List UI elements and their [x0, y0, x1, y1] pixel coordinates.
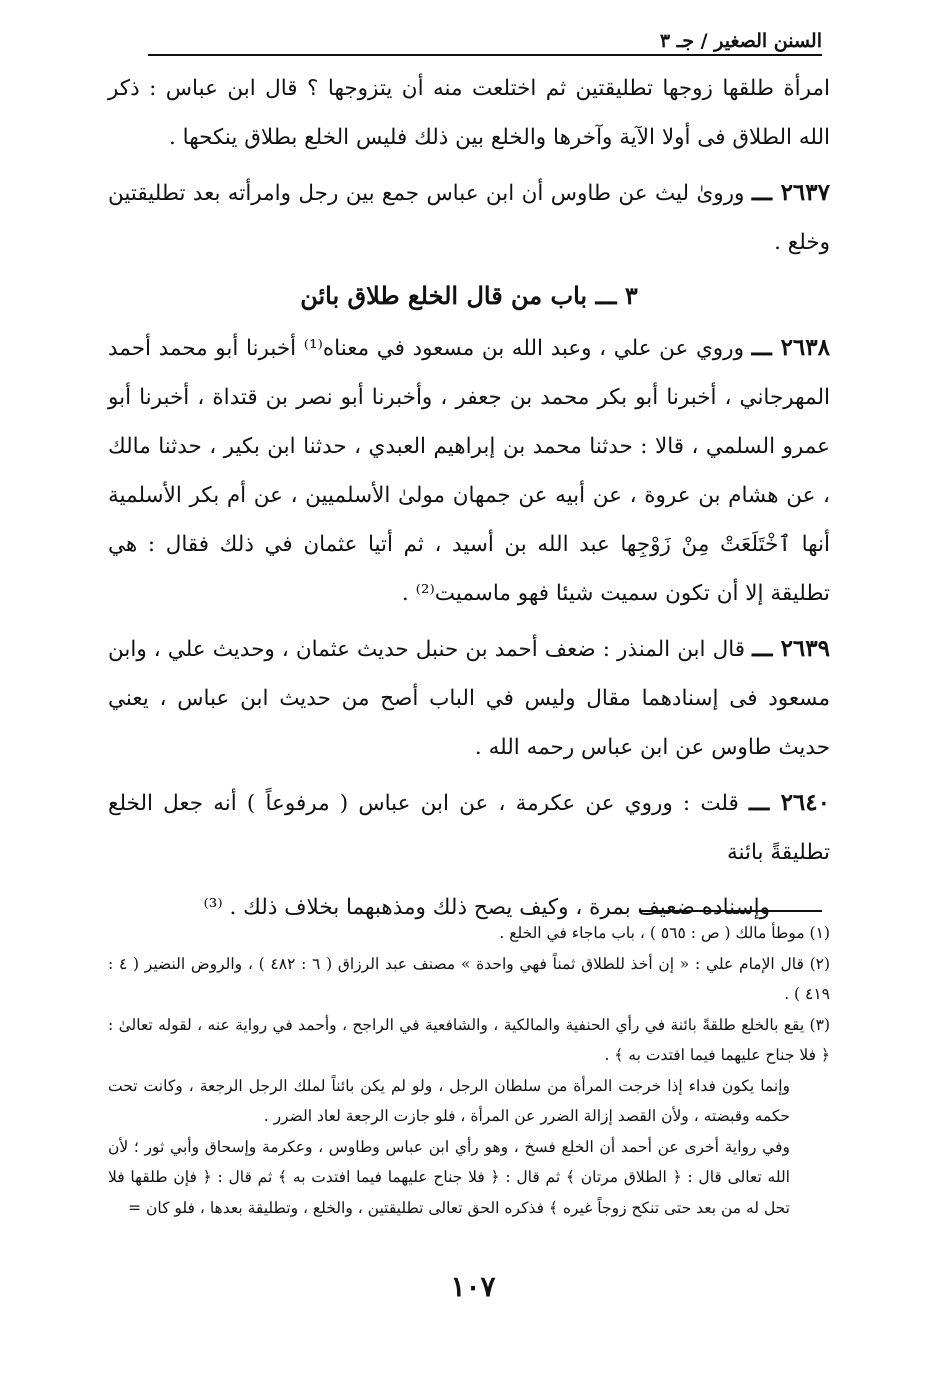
closing-text: وإسناده ضعيف بمرة ، وكيف يصح ذلك ومذهبهما بخلاف ذلك . ⁽³⁾	[203, 895, 770, 920]
footnote-3-continued: وإنما يكون فداء إذا خرجت المرأة من سلطان الرجل ، ولو لم يكن بائناً لملك الرجل الرجعة ، وكانت تحت حكمه وقبضته ، ولأن القصد إزالة الضرر عن المرأة ، فلو جازت الرجعة لعاد الضرر .	[108, 1076, 790, 1125]
hadith-text: قلت : وروي عن عكرمة ، عن ابن عباس ( مرفوعاً ) أنه جعل الخلع تطليقةً بائنة	[108, 791, 830, 865]
footnote-1: (١) موطأ مالك ( ص : ٥٦٥ ) ، باب ماجاء في الخلع .	[499, 924, 830, 942]
chapter-heading: ٣ ـــ باب من قال الخلع طلاق بائن	[300, 281, 638, 310]
hadith-2638	[108, 323, 830, 618]
paragraph	[108, 64, 830, 162]
hadith-text: وروىٰ ليث عن طاوس أن ابن عباس جمع بين رجل وامرأته بعد تطليقتين وخلع .	[108, 181, 830, 255]
running-header	[148, 30, 822, 56]
paragraph-text: امرأة طلقها زوجها تطليقتين ثم اختلعت منه أن يتزوجها ؟ قال ابن عباس : ذكر الله الطلاق فى أولا الآية وآخرها والخلع بين ذلك فليس الخلع بطلاق ينكحها .	[108, 76, 830, 150]
footnote-2: (٢) قال الإمام علي : « إن أخذ للطلاق ثمناً فهي واحدة » مصنف عبد الرزاق ( ٦ : ٤٨٢ ) ، والروض النضير ( ٤ : ٤١٩ ) .	[108, 954, 831, 1003]
hadith-number: ٢٦٣٨ ـــ	[751, 334, 830, 361]
footnote-separator	[640, 910, 822, 912]
hadith-number: ٢٦٣٩ ـــ	[752, 635, 830, 662]
running-title: السنن الصغير / جـ ٣	[659, 30, 822, 52]
hadith-number: ٢٦٤٠ ـــ	[749, 789, 830, 816]
hadith-2639	[108, 624, 830, 772]
hadith-2637	[108, 168, 830, 267]
footnote-3: (٣) يقع بالخلع طلقةً بائنة في رأي الحنفية والمالكية ، والشافعية في الراجح ، وأحمد في رواية عنه ، لقوله تعالىٰ : ﴿ فلا جناح عليهما فيما افتدت به ﴾ .	[108, 1015, 830, 1064]
footnote-3-continued-2: وفي رواية أخرى عن أحمد أن الخلع فسخ ، وهو رأي ابن عباس وطاوس ، وعكرمة وإسحاق وأبي ثور ؛ لأن الله تعالى قال : ﴿ الطلاق مرتان ﴾ ثم قال : ﴿ فلا جناح عليهما فيما افتدت به ﴾ ثم قال : ﴿ فإن طلقها فلا تحل له من بعد حتى تنكح زوجاً غيره ﴾ فذكره الحق تعالى تطليقتين ، والخلع ، وتطليقة بعدها ، فلو كان =	[108, 1137, 790, 1217]
hadith-text: قال ابن المنذر : ضعف أحمد بن حنبل حديث عثمان ، وحديث علي ، وابن مسعود فى إسنادهما مقال وليس في الباب أصح من حديث ابن عباس ، يعني حديث طاوس عن ابن عباس رحمه الله .	[108, 637, 830, 760]
hadith-text: وروي عن علي ، وعبد الله بن مسعود في معناه⁽¹⁾ أخبرنا أبو محمد أحمد المهرجاني ، أخبرنا أبو بكر محمد بن جعفر ، وأخبرنا أبو نصر بن قتداة ، أخبرنا أبو عمرو السلمي ، قالا : حدثنا محمد بن إبراهيم العبدي ، حدثنا ابن بكير ، حدثنا مالك ، عن هشام بن عروة ، عن أبيه عن جمهان مولىٰ الأسلميين ، عن أم بكر الأسلمية أنها ٱخْتَلَعَتْ مِنْ زَوْجِها عبد الله بن أسيد ، ثم أتيا عثمان في ذلك فقال : هي تطليقة إلا أن تكون سميت شيئا فهو ماسميت⁽²⁾ .	[108, 336, 830, 606]
page-number: ١٠٧	[450, 1270, 496, 1303]
hadith-number: ٢٦٣٧ ـــ	[751, 179, 830, 206]
hadith-2640	[108, 778, 830, 877]
footnotes	[108, 918, 830, 1223]
main-text	[108, 64, 830, 938]
